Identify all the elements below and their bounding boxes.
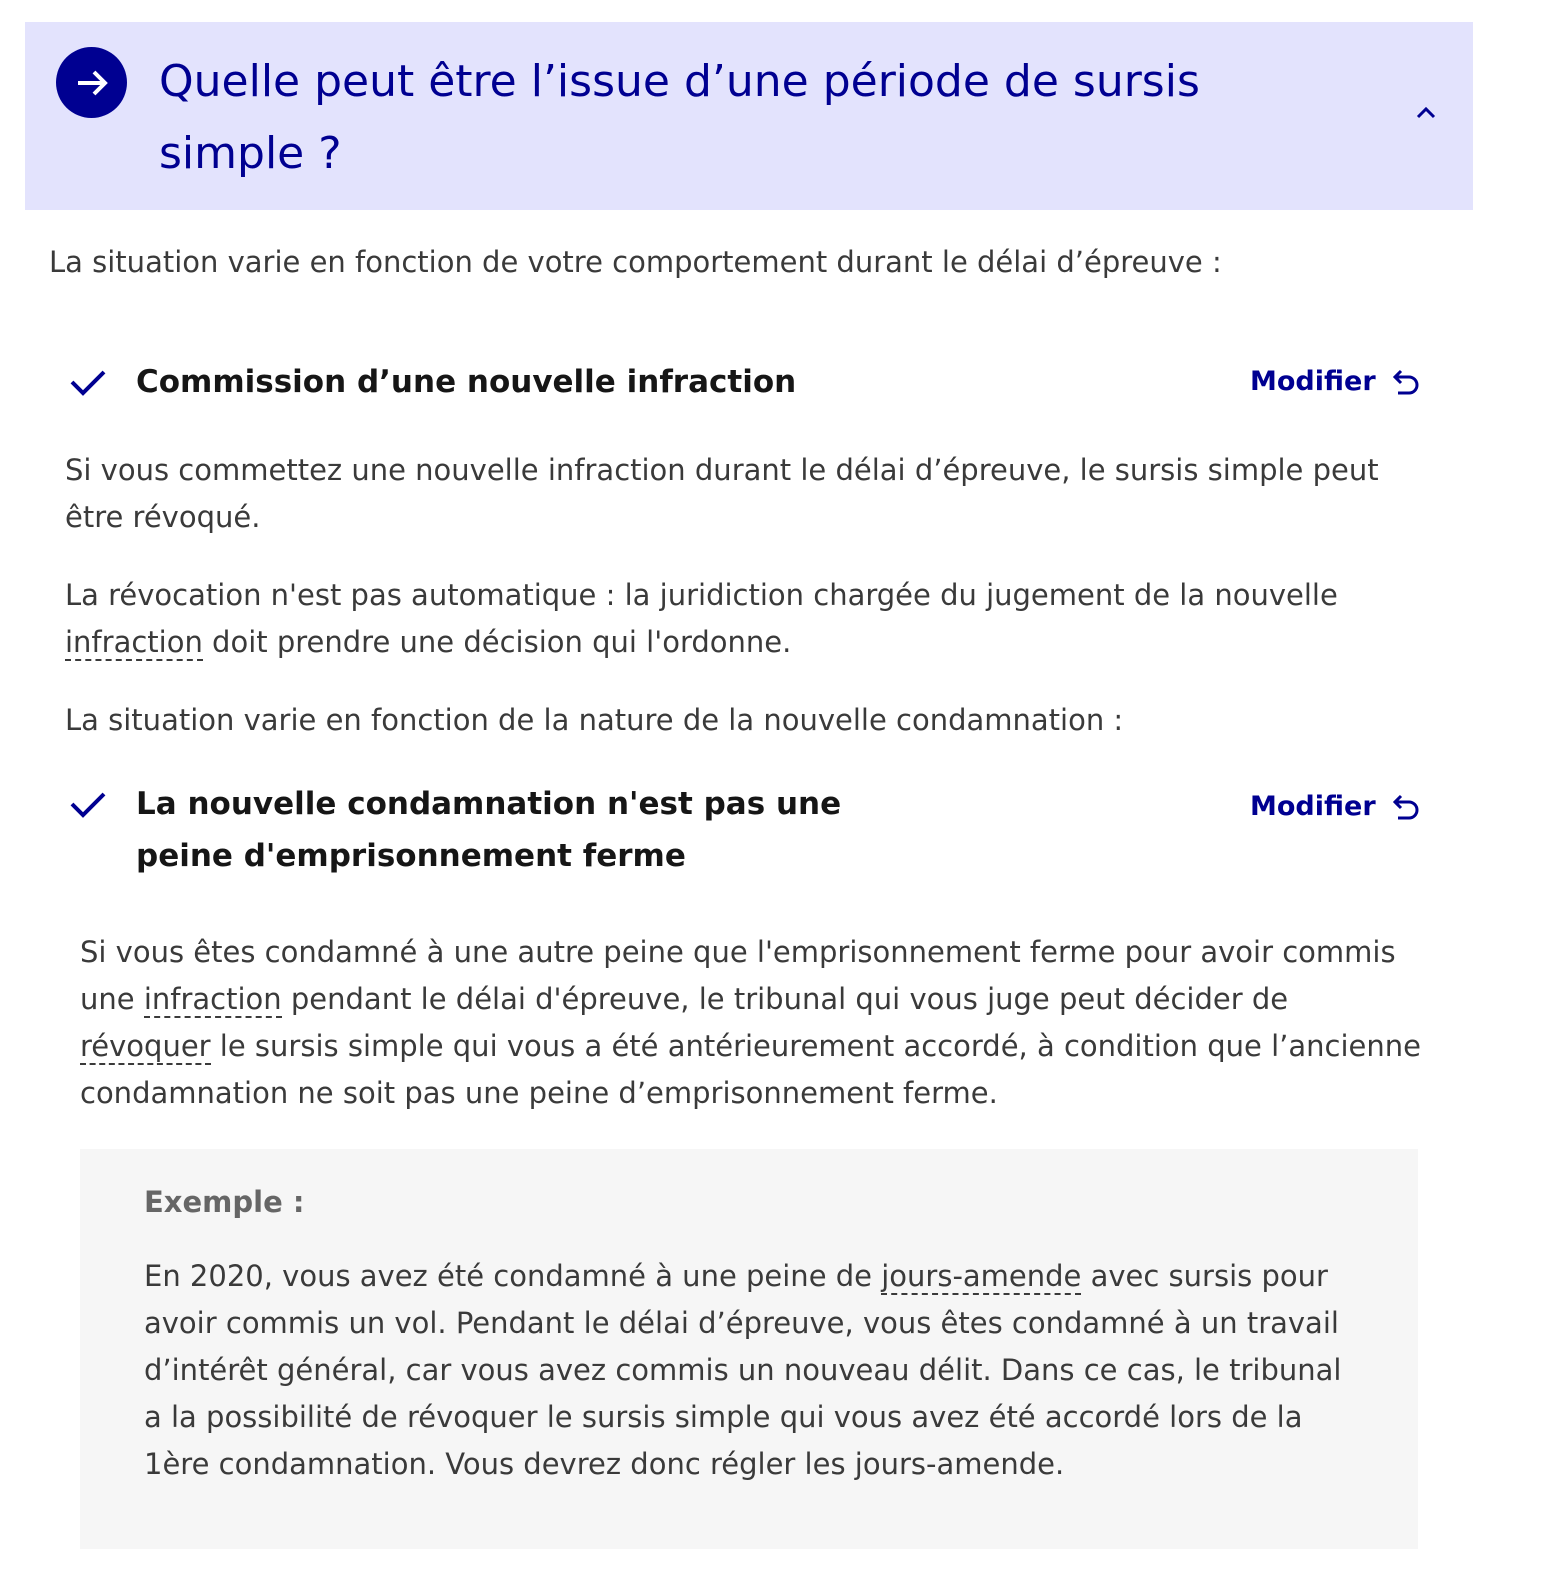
answer-1 bbox=[70, 356, 936, 408]
definition-link[interactable]: infraction bbox=[65, 625, 203, 659]
paragraph: Si vous commettez une nouvelle infraction durant le délai d’épreuve, le sursis simple peut être révoqué. bbox=[65, 453, 1379, 534]
paragraph: Si vous êtes condamné à une autre peine que l'emprisonnement ferme pour avoir commis une infraction pendant le délai d'épreuve, le tribunal qui vous juge peut décider de révoquer le sursis simple qui vous a été antérieurement accordé, à condition que l’ancienne condamnation ne soit pas une peine d’emprisonnement ferme. bbox=[80, 935, 1421, 1110]
modify-label: Modifier bbox=[1250, 366, 1376, 397]
example-text: En 2020, vous avez été condamné à une peine de jours-amende avec sursis pour avoir commis un vol. Pendant le délai d’épreuve, vous êtes condamné à un travail d’intérêt général, car vous avez commis un nouveau délit. Dans ce cas, le tribunal a la possibilité de révoquer le sursis simple qui vous avez été accordé lors de la 1ère condamnation. Vous devrez donc régler les jours-amende. bbox=[144, 1259, 1342, 1481]
chevron-up-icon[interactable] bbox=[1415, 106, 1437, 120]
definition-link[interactable]: jours-amende bbox=[881, 1259, 1082, 1293]
definition-link[interactable]: infraction bbox=[143, 982, 282, 1016]
example-heading: Exemple : bbox=[144, 1185, 305, 1219]
example-box bbox=[80, 1149, 1418, 1549]
definition-link[interactable]: révoquer bbox=[80, 1029, 211, 1063]
answer-2 bbox=[70, 778, 936, 882]
paragraph: La révocation n'est pas automatique : la juridiction chargée du jugement de la nouvelle infraction doit prendre une décision qui l'ordonne. bbox=[65, 578, 1338, 659]
undo-icon bbox=[1392, 368, 1420, 398]
answer-label: La nouvelle condamnation n'est pas une peine d'emprisonnement ferme bbox=[136, 786, 842, 874]
paragraph: La situation varie en fonction de la nature de la nouvelle condamnation : bbox=[65, 703, 1124, 737]
accordion-header[interactable] bbox=[25, 22, 1473, 210]
accordion-title: Quelle peut être l’issue d’une période de sursis simple ? bbox=[159, 56, 1200, 179]
undo-icon bbox=[1392, 793, 1420, 823]
intro-text: La situation varie en fonction de votre comportement durant le délai d’épreuve : bbox=[49, 245, 1222, 279]
modify-label: Modifier bbox=[1250, 791, 1376, 822]
check-icon bbox=[70, 778, 106, 830]
arrow-right-icon bbox=[56, 47, 127, 118]
answer-label: Commission d’une nouvelle infraction bbox=[136, 364, 797, 400]
modify-button[interactable] bbox=[1250, 366, 1420, 398]
modify-button[interactable] bbox=[1250, 791, 1420, 823]
check-icon bbox=[70, 356, 106, 408]
